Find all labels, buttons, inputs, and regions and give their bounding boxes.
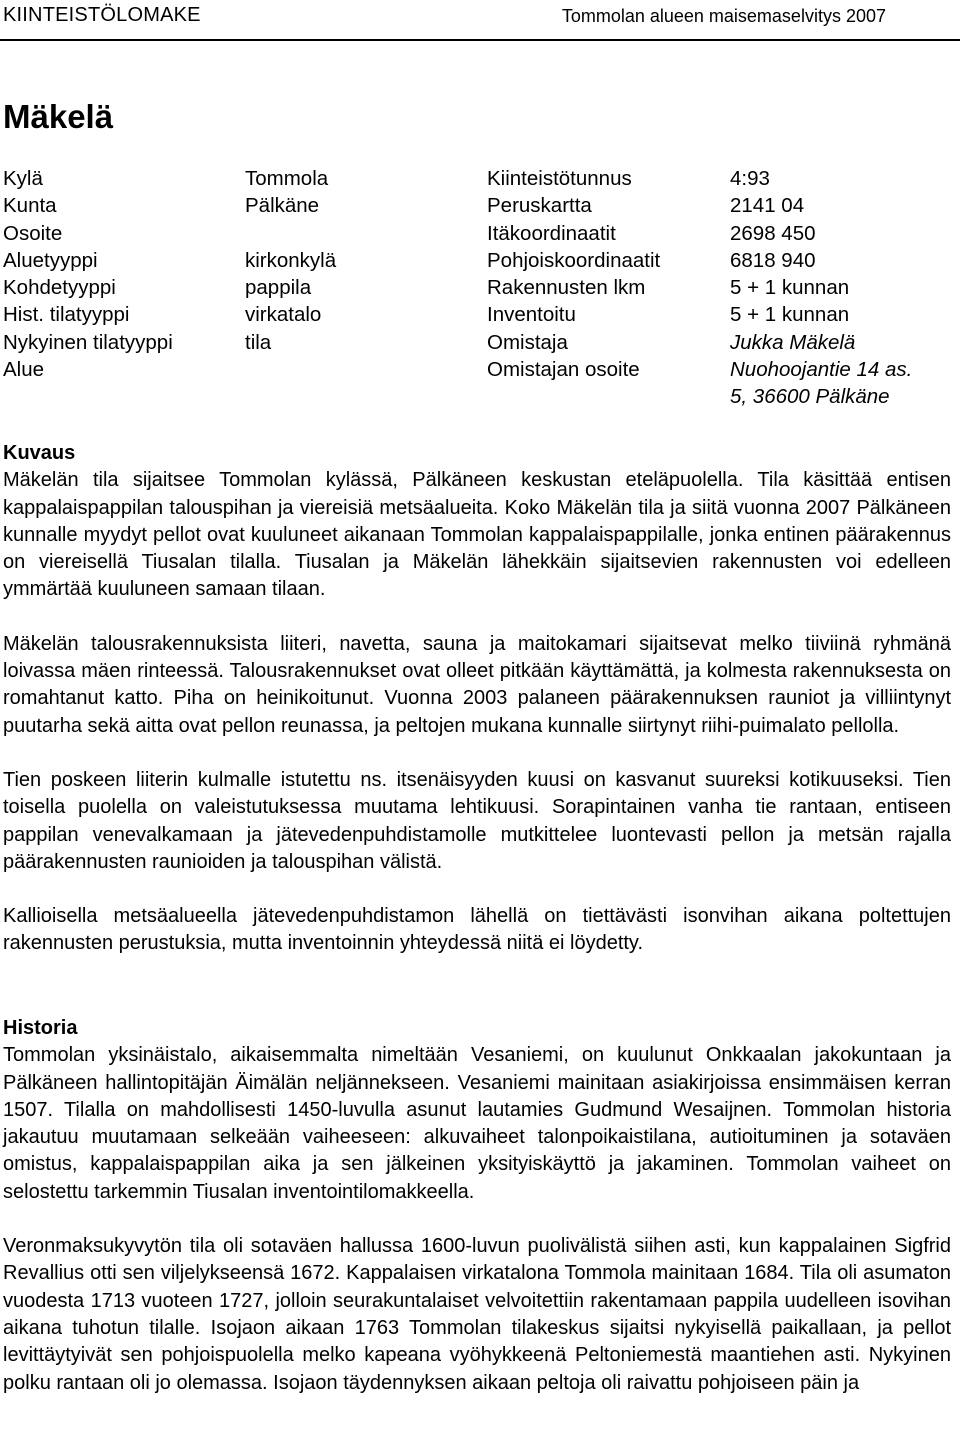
info-label: Kohdetyyppi [3,276,116,300]
info-label: Rakennusten lkm [487,276,646,300]
info-label: Omistaja [487,330,568,354]
info-value: 5 + 1 kunnan [730,276,850,300]
historia-section [3,1015,951,1397]
info-label: Nykyinen tilatyyppi [3,330,173,354]
description-paragraph: Tien poskeen liiterin kulmalle istutettu ns. itsenäisyyden kuusi on kasvanut suureksi kotikuuseksi. Tien toisella puolella on valeistutuksessa muutama lehtikuusi. Sorapintainen vanha tie rantaan, entiseen pappilan venevalkamaan ja jätevedenpuhdistamolle mutkittelee luontevasti pellon ja metsän rajalla päärakennusten raunioiden ja talouspihan välistä. [3,768,951,873]
page-title: Mäkelä [3,98,114,135]
description-paragraph: Mäkelän talousrakennuksista liiteri, navetta, sauna ja maitokamari sijaitsevat melko tiiviinä ryhmänä loivassa mäen rinteessä. Talousrakennukset ovat olleet pitkään käyttämättä, ja kolmesta rakennuksesta on romahtanut katto. Piha on heinikoitunut. Vuonna 2003 palaneen päärakennuksen rauniot ja villiintynyt puutarha sekä aitta ovat pellon reunassa, ja peltojen mukana kunnalle siirtynyt riihi-puimalato pellolla. [3,632,951,737]
info-row-address-continued [3,383,943,410]
header-divider [0,39,960,41]
kuvaus-section [3,440,951,958]
info-label: Osoite [3,221,63,245]
info-row-osoite [3,220,943,247]
info-label: Kiinteistötunnus [487,167,632,190]
info-value: kirkonkylä [245,248,337,272]
info-label: Hist. tilatyyppi [3,303,130,327]
section-heading-kuvaus: Kuvaus [3,442,76,464]
info-row-aluetyyppi [3,247,943,274]
form-type-label: KIINTEISTÖLOMAKE [3,4,201,26]
info-value: 2141 04 [730,194,805,218]
owner-address-line-2: 5, 36600 Pälkäne [730,385,890,409]
info-label: Alue [3,358,45,382]
info-label: Aluetyyppi [3,248,98,272]
info-row-alue [3,356,943,383]
info-value: tila [245,330,272,354]
report-title-label: Tommolan alueen maisemaselvitys 2007 [561,6,886,26]
page-header [0,0,960,38]
info-value: Tommola [245,167,329,190]
info-label: Kylä [3,167,43,190]
info-value: 6818 940 [730,248,816,272]
history-paragraph: Tommolan yksinäistalo, aikaisemmalta nimeltään Vesaniemi, on kuulunut Onkkaalan jakokuntaan ja Pälkäneen hallintopitäjän Äimälän neljännekseen. Vesaniemi mainitaan asiakirjoissa ensimmäisen kerran 1507. Tilalla on mahdollisesti 1450-luvulla asunut lautamies Gudmund Wesaijnen. Tommolan historia jakautuu muutamaan selkeään vaiheeseen: alkuvaiheet talonpoikaistilana, autioituminen ja sotaväen omistus, kappalaispappilan aika ja sen jälkeinen yksityiskäyttö ja jakaminen. Tommolan vaiheet on selostettu tarkemmin Tiusalan inventointilomakkeella. [3,1044,951,1203]
info-value: 4:93 [730,167,770,190]
history-paragraph: Veronmaksukyvytön tila oli sotaväen hallussa 1600-luvun puolivälistä siihen asti, kun kappalainen Sigfrid Revallius otti sen viljelykseensä 1672. Kappalaisen virkatalona Tommola mainitaan 1684. Tila oli asumaton vuodesta 1713 vuoteen 1727, jolloin seurakuntalaiset velvoitettiin rakentamaan pappila uudelleen isovihan aikana tuhotun tilalle. Isojaon aikaan 1763 Tommolan tilakeskus sijaitsi nykyisellä paikallaan, ja pellot levittäytyivät sen pohjoispuolella melko kapeana vyöhykkeenä Peltoniemestä maantiehen asti. Nykyinen polku rantaan oli jo olemassa. Isojaon täydennyksen aikaan peltoja oli raivattu pohjoiseen päin ja [3,1235,951,1394]
info-row-kyla [3,165,943,192]
info-label: Omistajan osoite [487,358,640,382]
owner-address-line-1: Nuohoojantie 14 as. [730,358,913,382]
info-value: virkatalo [245,303,322,327]
info-row-kunta [3,192,943,219]
info-value: Pälkäne [245,194,320,218]
info-label: Inventoitu [487,303,576,327]
property-info-table [3,165,943,411]
info-row-hist-tilatyyppi [3,301,943,328]
owner-name: Jukka Mäkelä [730,330,856,354]
info-label: Peruskartta [487,194,592,218]
info-row-nykyinen-tilatyyppi [3,329,943,356]
description-paragraph: Kallioisella metsäalueella jätevedenpuhdistamon lähellä on tiettävästi isonvihan aikana poltettujen rakennusten perustuksia, mutta inventoinnin yhteydessä niitä ei löydetty. [3,905,951,955]
info-label: Itäkoordinaatit [487,221,616,245]
section-heading-historia: Historia [3,1017,78,1039]
info-value: 2698 450 [730,221,816,245]
info-value: 5 + 1 kunnan [730,303,850,327]
info-label: Kunta [3,194,57,218]
info-label: Pohjoiskoordinaatit [487,248,661,272]
info-value: pappila [245,276,312,300]
description-paragraph: Mäkelän tila sijaitsee Tommolan kylässä, Pälkäneen keskustan eteläpuolella. Tila käsittää entisen kappalaispappilan talouspihan ja viereisiä metsäalueita. Koko Mäkelän tila ja siitä vuonna 2007 Pälkäneen kunnalle myydyt pellot ovat kuuluneet aikanaan Tommolan kappalaispappilalle, jonka entinen päärakennus on viereisellä Tiusalan tilalla. Tiusalan ja Mäkelän lähekkäin sijaitsevien rakennusten voi edelleen ymmärtää kuuluneen samaan tilaan. [3,469,951,601]
info-row-kohdetyyppi [3,274,943,301]
